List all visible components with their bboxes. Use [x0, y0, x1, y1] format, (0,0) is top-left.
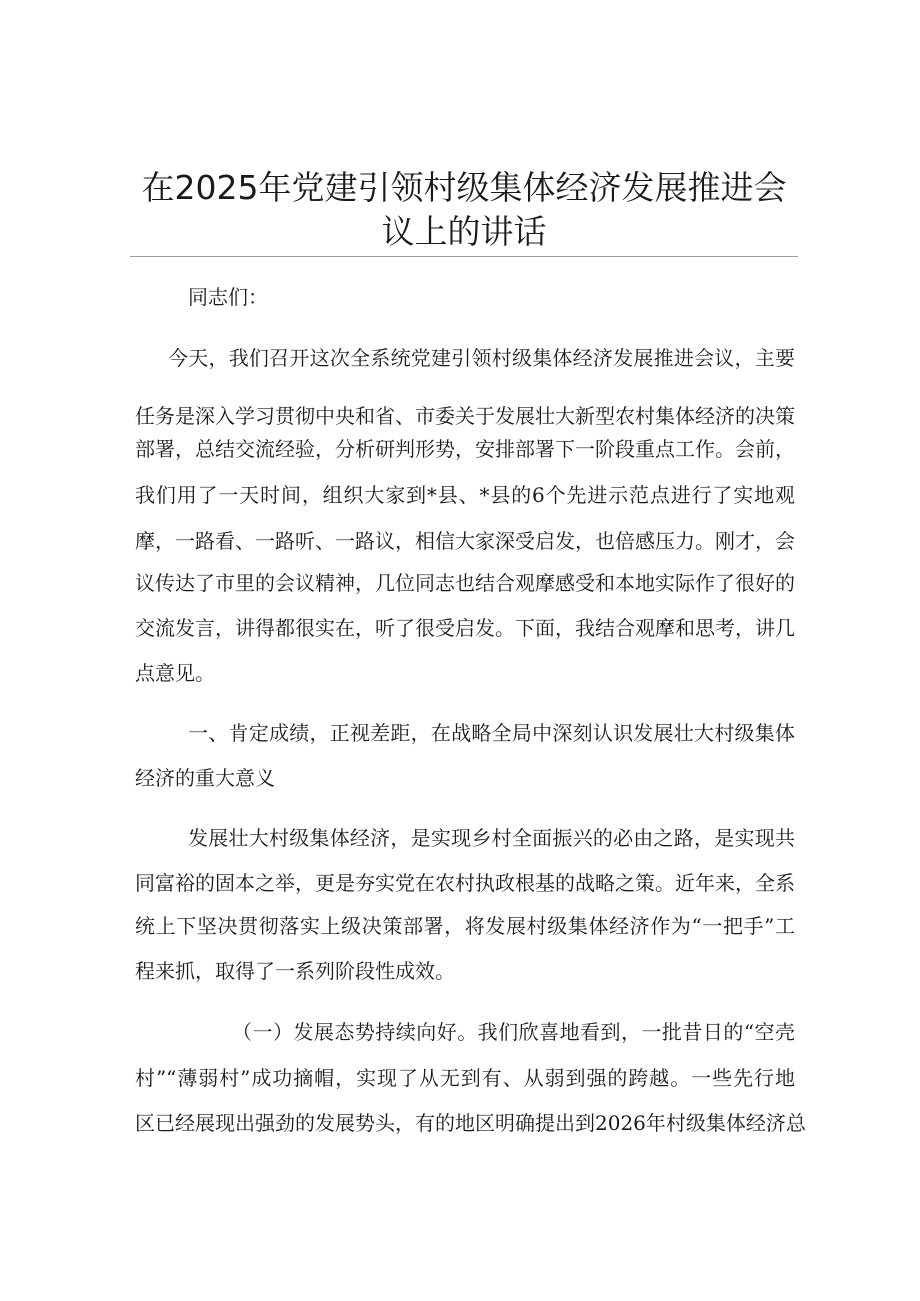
section-heading-line: 经济的重大意义	[135, 766, 275, 790]
paragraph-line: 程来抓，取得了一系列阶段性成效。	[135, 959, 455, 983]
paragraph-line: 统上下坚决贯彻落实上级决策部署，将发展村级集体经济作为“一把手”工	[135, 914, 795, 938]
paragraph-line: 我们用了一天时间，组织大家到*县、*县的6个先进示范点进行了实地观	[135, 483, 795, 507]
paragraph-line: 交流发言，讲得都很实在，听了很受启发。下面，我结合观摩和思考，讲几	[135, 616, 795, 640]
document-title-line-1: 在2025年党建引领村级集体经济发展推进会	[141, 168, 787, 207]
paragraph-line: 部署，总结交流经验，分析研判形势，安排部署下一阶段重点工作。会前，	[135, 437, 795, 461]
paragraph-line: 点意见。	[135, 661, 215, 685]
paragraph-line: （一）发展态势持续向好。我们欣喜地看到，一批昔日的“空壳	[232, 1020, 795, 1044]
paragraph-line: 议传达了市里的会议精神，几位同志也结合观摩感受和本地实际作了很好的	[135, 571, 795, 595]
document-title-line-2: 议上的讲话	[381, 212, 547, 251]
paragraph-line: 同富裕的固本之举，更是夯实党在农村执政根基的战略之策。近年来，全系	[135, 871, 795, 895]
paragraph-line: 今天，我们召开这次全系统党建引领村级集体经济发展推进会议，主要	[168, 346, 795, 370]
paragraph-line: 区已经展现出强劲的发展势头，有的地区明确提出到2026年村级集体经济总	[135, 1111, 806, 1135]
salutation: 同志们：	[188, 285, 268, 309]
title-underline	[130, 256, 798, 257]
paragraph-line: 摩，一路看、一路听、一路议，相信大家深受启发，也倍感压力。刚才，会	[135, 529, 795, 553]
paragraph-line: 任务是深入学习贯彻中央和省、市委关于发展壮大新型农村集体经济的决策	[135, 404, 795, 428]
section-heading-line: 一、肯定成绩，正视差距，在战略全局中深刻认识发展壮大村级集体	[188, 721, 795, 745]
paragraph-line: 发展壮大村级集体经济，是实现乡村全面振兴的必由之路，是实现共	[188, 826, 795, 850]
paragraph-line: 村”“薄弱村”成功摘帽，实现了从无到有、从弱到强的跨越。一些先行地	[135, 1066, 795, 1090]
